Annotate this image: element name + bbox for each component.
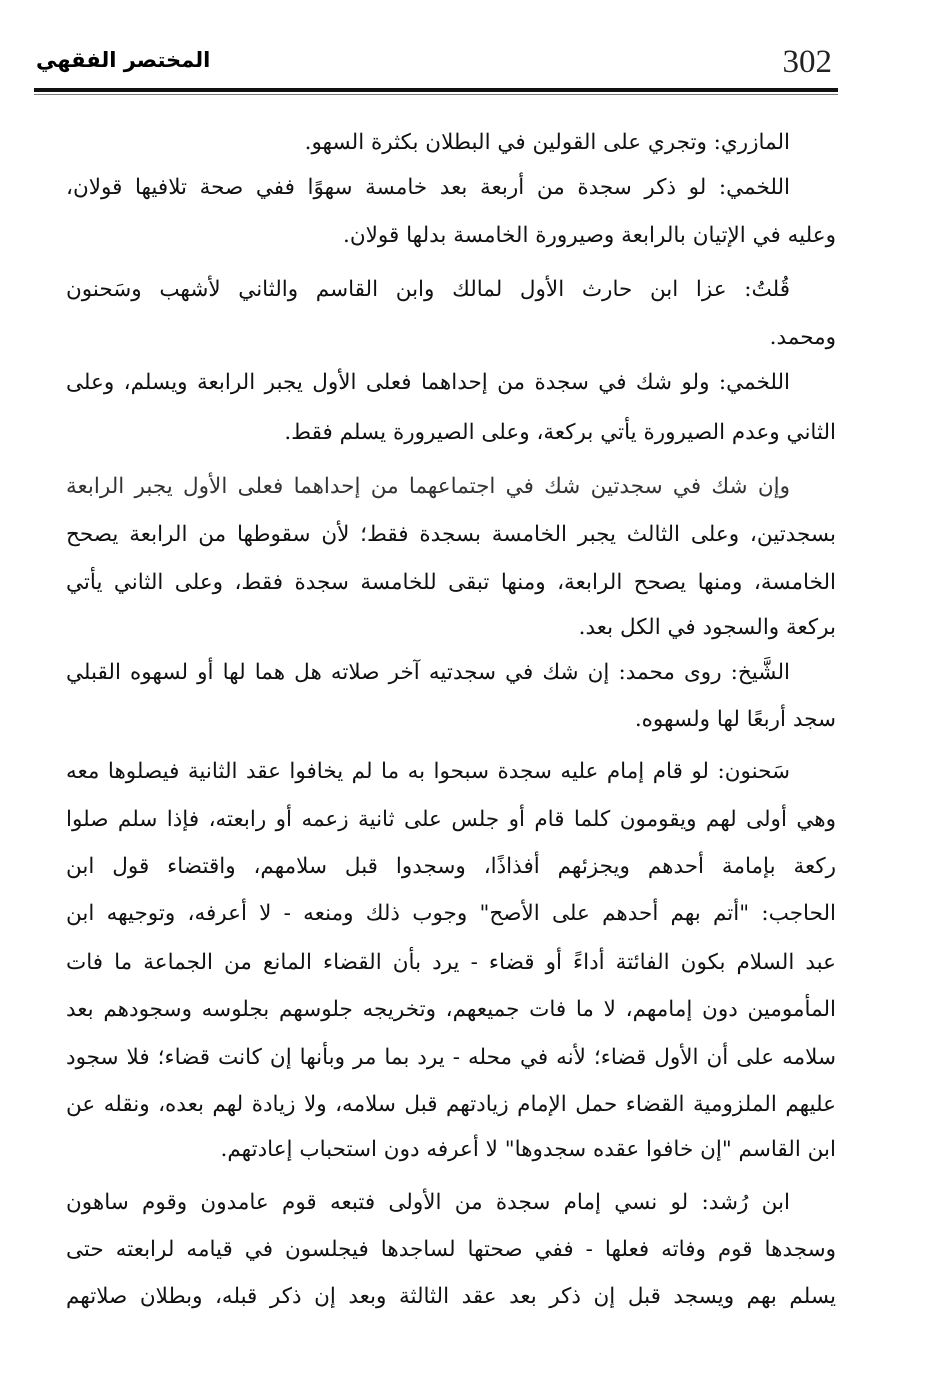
text-line: الشَّيخ: روى محمد: إن شك في سجدتيه آخر صلاته هل هما لها أو لسهوه القبلي: [66, 660, 790, 685]
text-line: عليهم الملزومية القضاء حمل الإمام زيادتهم قبل سلامه، ولا زيادة لهم بعده، ونقله عن: [66, 1092, 836, 1117]
text-line: اللخمي: لو ذكر سجدة من أربعة بعد خامسة سهوًا ففي صحة تلافيها قولان،: [66, 175, 790, 200]
text-line: الحاجب: "أتم بهم أحدهم على الأصح" وجوب ذلك ومنعه - لا أعرفه، وتوجيهه ابن: [66, 901, 836, 926]
text-line: سَحنون: لو قام إمام عليه سجدة سبحوا به ما لم يخافوا عقد الثانية فيصلوها معه: [66, 759, 790, 784]
text-line: بركعة والسجود في الكل بعد.: [578, 615, 836, 640]
text-line: وهي أولى لهم ويقومون كلما قام أو جلس على ثانية زعمه أو رابعته، فإذا سلم صلوا: [66, 807, 836, 832]
text-line: ومحمد.: [769, 325, 836, 350]
text-line: ركعة بإمامة أحدهم ويجزئهم أفذاذًا، وسجدوا قبل سلامهم، واقتضاء قول ابن: [66, 854, 836, 879]
text-line: المازري: وتجري على القولين في البطلان بكثرة السهو.: [304, 130, 790, 155]
text-line: وعليه في الإتيان بالرابعة وصيرورة الخامسة بدلها قولان.: [343, 223, 836, 248]
header-rule-thin: [34, 94, 838, 95]
page-number: 302: [782, 44, 832, 80]
text-line: بسجدتين، وعلى الثالث يجبر الخامسة بسجدة فقط؛ لأن سقوطها من الرابعة يصحح: [66, 522, 836, 547]
header-rule: [34, 88, 838, 92]
text-line: عبد السلام بكون الفائتة أداءً أو قضاء - يرد بأن القضاء المانع من الجماعة ما فات: [66, 950, 836, 975]
running-title: المختصر الفقهي: [36, 48, 211, 72]
text-line: سجد أربعًا لها ولسهوه.: [634, 707, 836, 732]
text-line: اللخمي: ولو شك في سجدة من إحداهما فعلى الأول يجبر الرابعة ويسلم، وعلى: [66, 370, 790, 395]
text-line: المأمومين دون إمامهم، لا ما فات جميعهم، وتخريجه جلوسهم بجلوسه وسجودهم بعد: [66, 997, 836, 1022]
text-line: الخامسة، ومنها يصحح الرابعة، ومنها تبقى للخامسة سجدة فقط، وعلى الثاني يأتي: [66, 570, 836, 595]
text-line: قُلتُ: عزا ابن حارث الأول لمالك وابن القاسم والثاني لأشهب وسَحنون: [66, 277, 790, 302]
text-line: ابن القاسم "إن خافوا عقده سجدوها" لا أعرفه دون استحباب إعادتهم.: [220, 1137, 836, 1162]
text-line: يسلم بهم ويسجد قبل إن ذكر بعد عقد الثالثة وبعد إن ذكر قبله، وبطلان صلاتهم: [66, 1284, 836, 1309]
text-line: سلامه على أن الأول قضاء؛ لأنه في محله - يرد بما مر وبأنها إن كانت قضاء؛ فلا سجود: [66, 1045, 836, 1070]
text-line: الثاني وعدم الصيرورة يأتي بركعة، وعلى الصيرورة يسلم فقط.: [284, 420, 836, 445]
text-line: ابن رُشد: لو نسي إمام سجدة من الأولى فتبعه قوم عامدون وقوم ساهون: [66, 1190, 790, 1215]
text-line: وإن شك في سجدتين شك في اجتماعهما من إحداهما فعلى الأول يجبر الرابعة: [66, 474, 790, 499]
text-line: وسجدها قوم وفاته فعلها - ففي صحتها لساجدها فيجلسون في قيامه لرابعته حتى: [66, 1237, 836, 1262]
